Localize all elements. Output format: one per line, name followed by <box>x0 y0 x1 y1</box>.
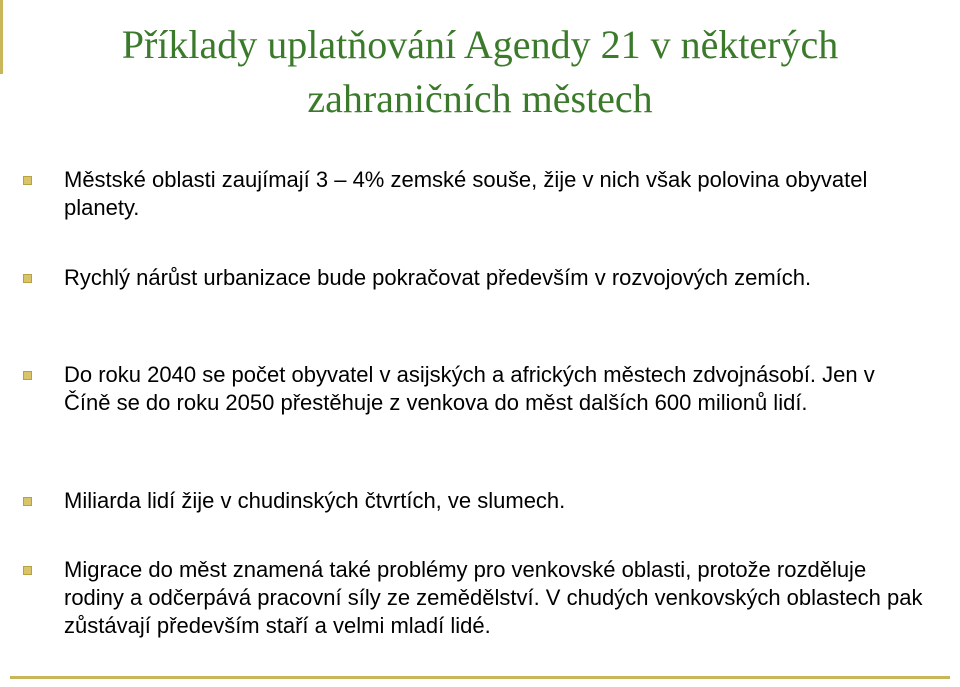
square-bullet-icon <box>23 566 32 575</box>
bullet-text: Migrace do měst znamená také problémy pro venkovské oblasti, protože rozděluje rodiny a odčerpává pracovní síly ze zemědělství. V chudých venkovských oblastech pak zůstávají především staří a velmi mladí lidé. <box>64 557 923 638</box>
bullet-item <box>64 166 924 222</box>
bottom-accent-rule <box>10 676 950 679</box>
bullet-item <box>64 487 924 515</box>
bullet-item <box>64 361 924 417</box>
square-bullet-icon <box>23 371 32 380</box>
bullet-item <box>64 264 924 292</box>
bullet-text: Do roku 2040 se počet obyvatel v asijských a afrických městech zdvojnásobí. Jen v Číně se do roku 2050 přestěhuje z venkova do měst dalších 600 milionů lidí. <box>64 362 875 415</box>
square-bullet-icon <box>23 274 32 283</box>
bullet-text: Rychlý nárůst urbanizace bude pokračovat především v rozvojových zemích. <box>64 265 812 290</box>
bullet-item <box>64 556 924 640</box>
bullet-text: Miliarda lidí žije v chudinských čtvrtích, ve slumech. <box>64 488 566 513</box>
slide-title: Příklady uplatňování Agendy 21 v některých zahraničních městech <box>121 22 839 121</box>
square-bullet-icon <box>23 176 32 185</box>
square-bullet-icon <box>23 497 32 506</box>
bullet-text: Městské oblasti zaujímají 3 – 4% zemské souše, žije v nich však polovina obyvatel planety. <box>64 167 868 220</box>
